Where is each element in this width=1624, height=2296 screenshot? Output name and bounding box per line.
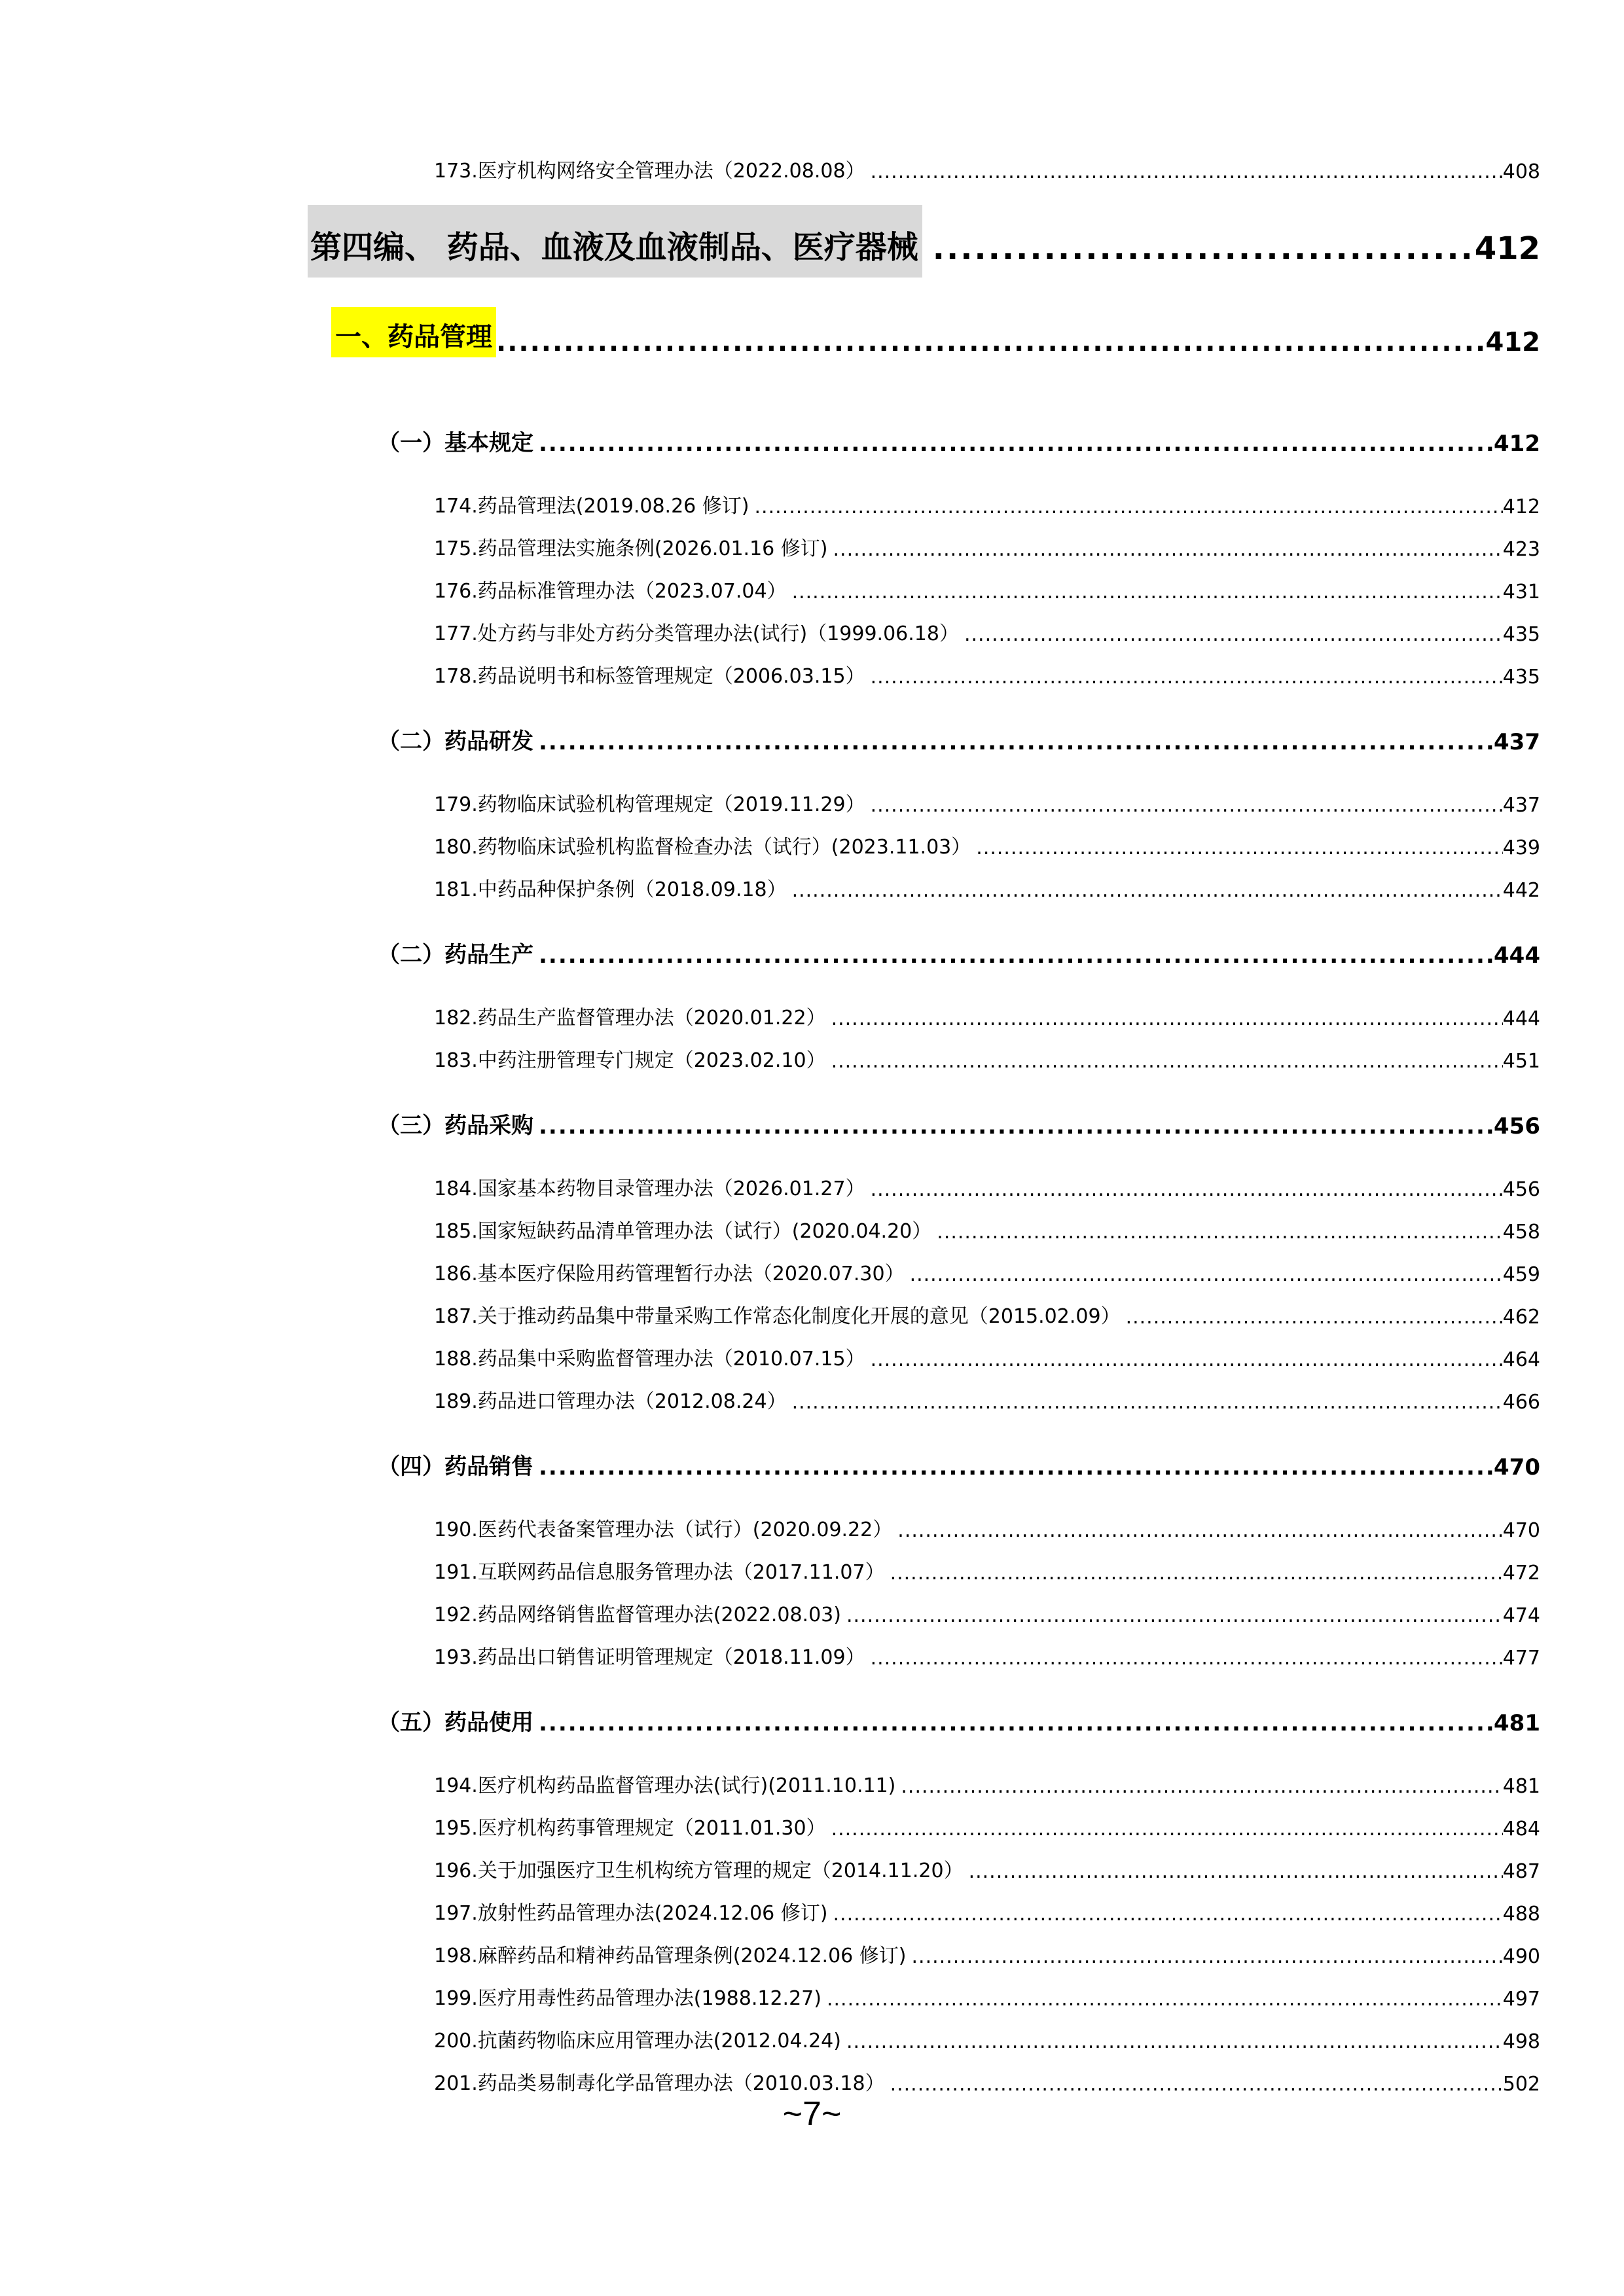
section-page: 456 [1494,1113,1540,1139]
toc-entry[interactable] [434,1597,1540,1627]
dot-leader [905,1263,1503,1286]
chapter-page: 412 [1485,327,1540,357]
dot-leader [865,160,1503,183]
dot-leader [533,1113,1494,1139]
toc-entry[interactable] [434,488,1540,518]
toc-entry-title: 181.中药品种保护条例（2018.09.18） [434,878,787,901]
part-page: 412 [1474,230,1540,267]
dot-leader [865,666,1503,689]
dot-leader [533,1710,1494,1736]
toc-entry-title: 199.医疗用毒性药品管理办法(1988.12.27) [434,1987,821,2010]
toc-chapter-heading[interactable] [331,312,1540,357]
toc-entry-page: 458 [1502,1221,1540,1244]
toc-entry-title: 173.医疗机构网络安全管理办法（2022.08.08） [434,160,865,183]
dot-leader [496,327,1486,357]
toc-entry-page: 412 [1502,495,1540,518]
dot-leader [787,581,1503,603]
toc-part-heading[interactable] [308,206,1540,278]
section-page: 437 [1494,729,1540,755]
toc-entry[interactable] [434,1341,1540,1371]
toc-entry-title: 191.互联网药品信息服务管理办法（2017.11.07） [434,1561,885,1584]
toc-entry-title: 174.药品管理法(2019.08.26 修订) [434,495,749,518]
dot-leader [885,2073,1503,2096]
toc-entry-title: 178.药品说明书和标签管理规定（2006.03.15） [434,665,865,688]
toc-entry-title: 186.基本医疗保险用药管理暂行办法（2020.07.30） [434,1263,905,1285]
dot-leader [865,1178,1503,1201]
toc-entry-page: 481 [1502,1775,1540,1798]
dot-leader [931,1221,1502,1244]
dot-leader [895,1775,1502,1798]
dot-leader [892,1519,1502,1542]
toc-entry[interactable] [434,1768,1540,1798]
toc-entry[interactable] [434,1853,1540,1883]
toc-entry-page: 437 [1502,794,1540,817]
toc-entry-page: 464 [1502,1348,1540,1371]
dot-leader [1121,1306,1503,1329]
toc-entry-page: 488 [1502,1903,1540,1926]
toc-section-heading[interactable] [378,1446,1540,1480]
dot-leader [533,1454,1494,1480]
dot-leader [959,623,1503,646]
toc-entry[interactable] [434,1384,1540,1414]
toc-entry-page: 408 [1502,160,1540,183]
toc-entry-title: 184.国家基本药物目录管理办法（2026.01.27） [434,1177,865,1200]
part-title: 第四编、 药品、血液及血液制品、医疗器械 [308,205,922,278]
dot-leader [826,1007,1503,1030]
section-page: 470 [1494,1454,1540,1480]
toc-entry-title: 190.医药代表备案管理办法（试行）(2020.09.22） [434,1518,893,1541]
toc-entry[interactable] [434,658,1540,689]
dot-leader [533,942,1494,969]
toc-entry-page: 435 [1502,666,1540,689]
toc-entry-title: 201.药品类易制毒化学品管理办法（2010.03.18） [434,2072,885,2095]
section-page: 444 [1494,942,1540,969]
toc-entry[interactable] [434,1938,1540,1968]
toc-entry[interactable] [434,2023,1540,2053]
toc-entry[interactable] [434,573,1540,603]
toc-entry[interactable] [434,787,1540,817]
page-number: ~7~ [782,2095,842,2133]
toc-entry[interactable] [434,1213,1540,1244]
toc-entry-page: 435 [1502,623,1540,646]
dot-leader [821,1988,1503,2011]
toc-entry-title: 187.关于推动药品集中带量采购工作常态化制度化开展的意见（2015.02.09） [434,1305,1121,1328]
toc-entry-title: 185.国家短缺药品清单管理办法（试行）(2020.04.20） [434,1220,932,1243]
toc-entry-page: 462 [1502,1306,1540,1329]
section-title: （二）药品生产 [378,942,533,968]
section-title: （四）药品销售 [378,1454,533,1480]
dot-leader [749,495,1503,518]
toc-entry-page: 474 [1502,1604,1540,1627]
dot-leader [964,1860,1503,1883]
chapter-title: 一、药品管理 [331,307,496,357]
dot-leader [826,1818,1503,1840]
toc-entry[interactable] [434,2066,1540,2096]
dot-leader [907,1945,1503,1968]
toc-entry-title: 196.关于加强医疗卫生机构统方管理的规定（2014.11.20） [434,1859,964,1882]
toc-entry-page: 451 [1502,1050,1540,1073]
toc-entry-title: 198.麻醉药品和精神药品管理条例(2024.12.06 修订) [434,1945,907,1967]
toc-entry[interactable] [434,1554,1540,1585]
section-title: （二）药品研发 [378,728,533,755]
toc-entry[interactable] [434,1895,1540,1926]
toc-entry-page: 423 [1502,538,1540,561]
toc-entry-page: 456 [1502,1178,1540,1201]
toc-entry[interactable] [434,1640,1540,1670]
dot-leader [885,1562,1503,1585]
toc-section-heading[interactable] [378,423,1540,457]
toc-entry-page: 477 [1502,1647,1540,1670]
dot-leader [865,1647,1503,1670]
toc-entry-page: 484 [1502,1818,1540,1840]
toc-entry[interactable] [434,1171,1540,1201]
toc-entry[interactable] [434,1299,1540,1329]
toc-entry[interactable] [434,616,1540,646]
toc-entry-title: 182.药品生产监督管理办法（2020.01.22） [434,1007,826,1030]
toc-entry[interactable] [434,1810,1540,1840]
section-page: 481 [1494,1710,1540,1736]
toc-entry-page: 466 [1502,1391,1540,1414]
toc-entry-title: 193.药品出口销售证明管理规定（2018.11.09） [434,1646,865,1669]
toc-entry-title: 175.药品管理法实施条例(2026.01.16 修订) [434,537,828,560]
dot-leader [971,836,1502,859]
dot-leader [865,1348,1503,1371]
dot-leader [828,1903,1503,1926]
toc-section-heading[interactable] [378,1105,1540,1139]
toc-entry-page: 442 [1502,879,1540,902]
section-page: 412 [1494,431,1540,457]
toc-entry[interactable] [434,1000,1540,1030]
toc-entry-page: 444 [1502,1007,1540,1030]
toc-entry-page: 459 [1502,1263,1540,1286]
dot-leader [787,879,1503,902]
toc-entry-title: 183.中药注册管理专门规定（2023.02.10） [434,1049,826,1072]
toc-entry[interactable] [434,829,1540,859]
dot-leader [787,1391,1503,1414]
dot-leader [533,431,1494,457]
toc-entry-page: 490 [1502,1945,1540,1968]
toc-entry-title: 200.抗菌药物临床应用管理办法(2012.04.24) [434,2030,841,2053]
toc-section-heading[interactable] [378,935,1540,969]
toc-entry[interactable] [434,1043,1540,1073]
toc-entry-title: 195.医疗机构药事管理规定（2011.01.30） [434,1817,826,1840]
toc-entry-title: 189.药品进口管理办法（2012.08.24） [434,1390,787,1413]
dot-leader [841,1604,1503,1627]
toc-entry-page: 470 [1502,1519,1540,1542]
toc-entry-title: 194.医疗机构药品监督管理办法(试行)(2011.10.11) [434,1774,896,1797]
section-title: （五）药品使用 [378,1710,533,1736]
toc-entry-title: 197.放射性药品管理办法(2024.12.06 修订) [434,1902,828,1925]
toc-entry-page: 472 [1502,1562,1540,1585]
dot-leader [826,1050,1503,1073]
toc-entry-page: 487 [1502,1860,1540,1883]
toc-entry-page: 431 [1502,581,1540,603]
toc-section-heading[interactable] [378,1702,1540,1736]
toc-entry[interactable] [434,531,1540,561]
dot-leader [841,2030,1503,2053]
dot-leader [828,538,1503,561]
toc-entry[interactable] [434,872,1540,902]
toc-entry-page: 502 [1502,2073,1540,2096]
toc-entry[interactable] [434,153,1540,183]
toc-entry-title: 176.药品标准管理办法（2023.07.04） [434,580,787,603]
toc-entry[interactable] [434,1981,1540,2011]
toc-entry[interactable] [434,1256,1540,1286]
toc-entry[interactable] [434,1512,1540,1542]
toc-entry-title: 180.药物临床试验机构监督检查办法（试行）(2023.11.03） [434,836,971,859]
toc-entry-title: 179.药物临床试验机构管理规定（2019.11.29） [434,793,865,816]
section-title: （三）药品采购 [378,1113,533,1139]
toc-entry-page: 498 [1502,2030,1540,2053]
dot-leader [533,729,1494,755]
dot-leader [922,230,1475,267]
toc-entry-title: 188.药品集中采购监督管理办法（2010.07.15） [434,1348,865,1371]
section-title: （一）基本规定 [378,430,533,456]
toc-entry-page: 497 [1502,1988,1540,2011]
toc-entry-title: 192.药品网络销售监督管理办法(2022.08.03) [434,1604,841,1626]
dot-leader [865,794,1503,817]
toc-section-heading[interactable] [378,721,1540,755]
toc-entry-page: 439 [1502,836,1540,859]
toc-entry-title: 177.处方药与非处方药分类管理办法(试行)（1999.06.18） [434,622,959,645]
